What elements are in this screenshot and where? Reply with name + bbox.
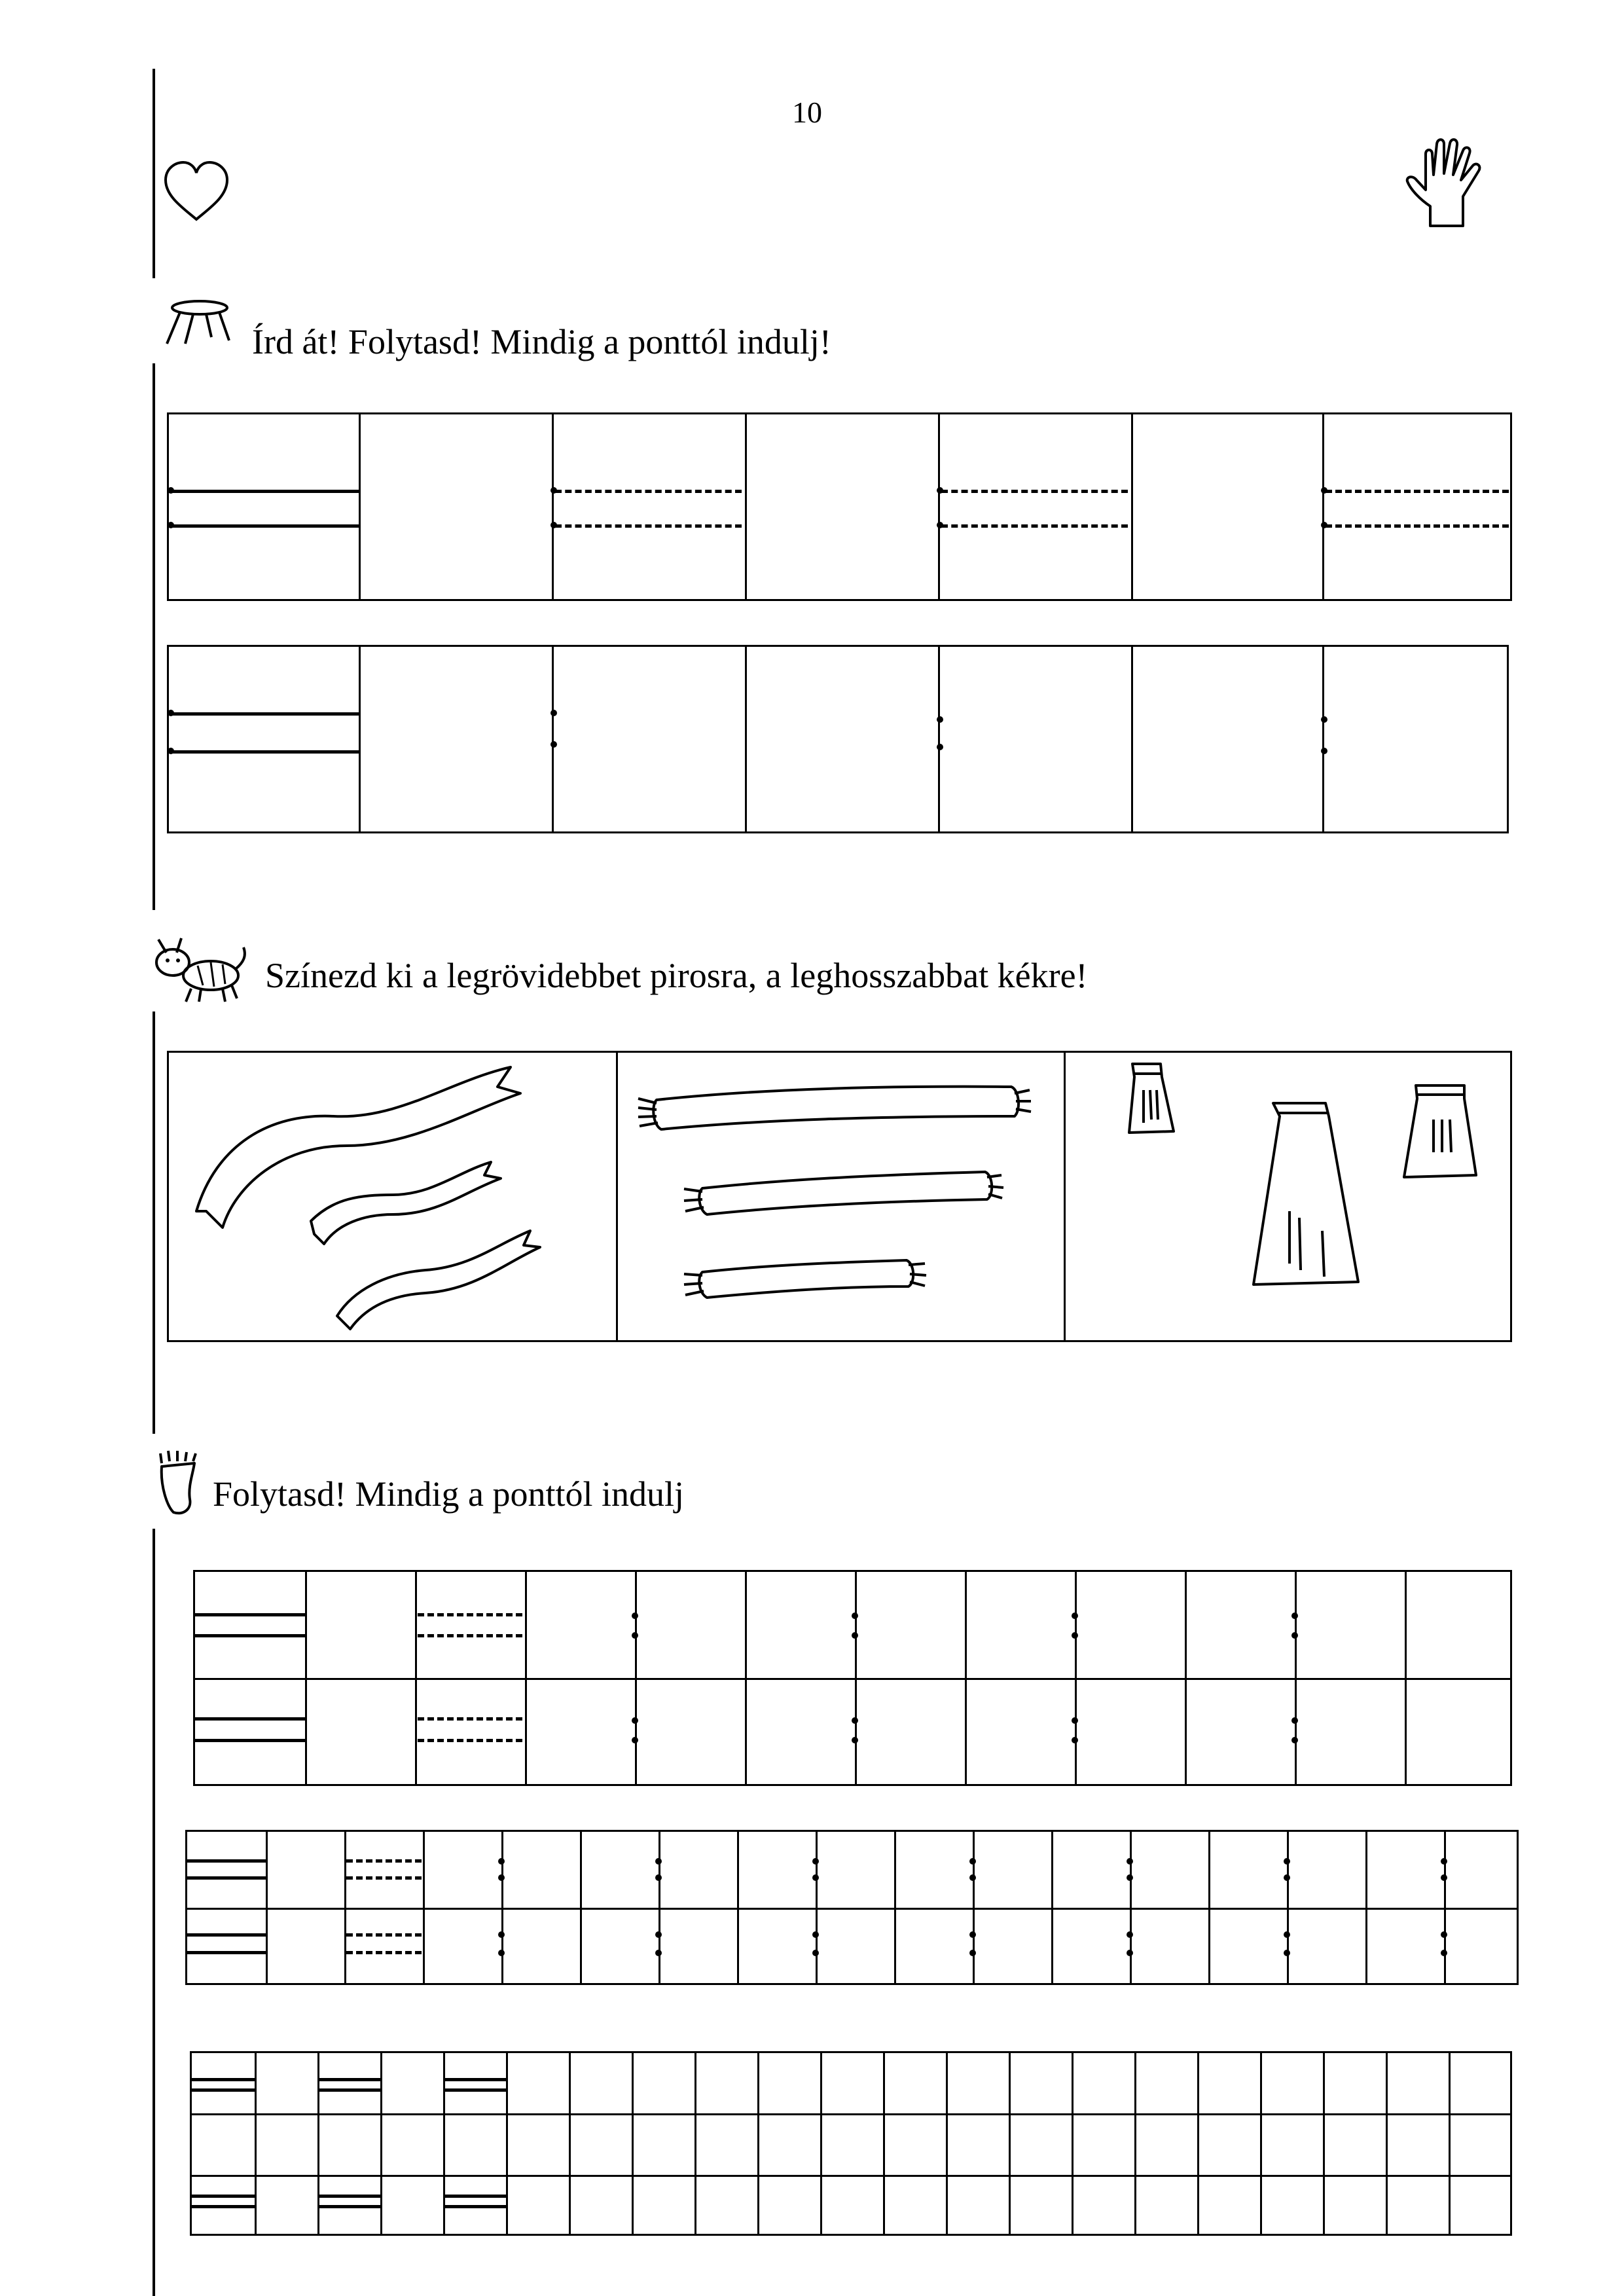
heart-icon bbox=[160, 157, 232, 226]
writing-grid-3c bbox=[190, 2051, 1512, 2236]
skirts-picture bbox=[1064, 1054, 1509, 1336]
margin-line-3 bbox=[153, 1011, 155, 1434]
writing-grid-1a bbox=[167, 412, 1512, 601]
margin-line-2 bbox=[153, 363, 155, 910]
page-number: 10 bbox=[792, 96, 822, 129]
writing-grid-3a bbox=[193, 1570, 1512, 1786]
foot-icon bbox=[154, 1447, 203, 1519]
scarves-picture bbox=[619, 1054, 1064, 1336]
instruction-1: Írd át! Folytasd! Mindig a ponttól indulj! bbox=[252, 322, 831, 361]
hand-icon bbox=[1401, 134, 1492, 232]
instruction-2: Színezd ki a legrövidebbet pirosra, a leghosszabbat kékre! bbox=[265, 956, 1088, 995]
cat-icon bbox=[152, 933, 250, 1005]
table-icon bbox=[160, 298, 232, 350]
margin-line-1 bbox=[153, 69, 155, 278]
instruction-3: Folytasd! Mindig a ponttól indulj bbox=[213, 1474, 685, 1514]
ribbons-picture bbox=[177, 1054, 609, 1336]
writing-grid-1b bbox=[167, 645, 1509, 833]
margin-line-4 bbox=[153, 1529, 155, 2296]
writing-grid-3b bbox=[185, 1830, 1519, 1985]
